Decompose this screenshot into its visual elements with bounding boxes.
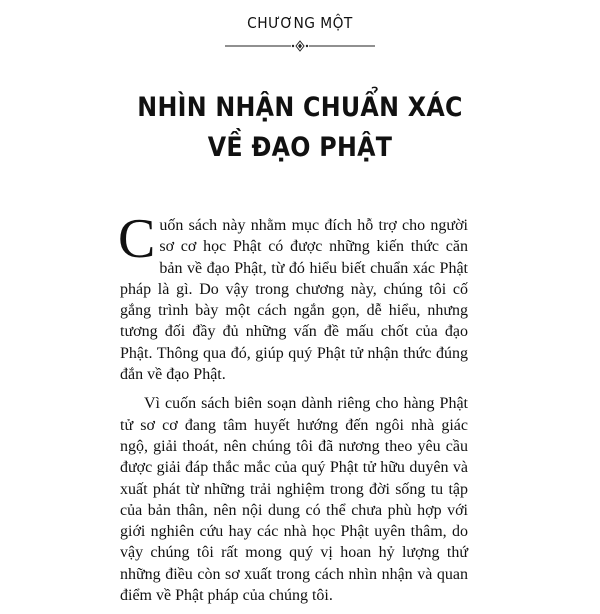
- paragraph-2: Vì cuốn sách biên soạn dành riêng cho hàng Phật tử sơ cơ đang tâm huyết hướng đến ngôi nhà giác ngộ, giải thoát, nên chúng tôi đã nương theo yêu cầu được giải đáp thắc mắc của quý Phật tử hữu duyên và xuất phát từ những trải nghiệm trong đời sống tu tập của bản thân, nên nội dung có thể chưa phù hợp với giới nghiên cứu hay các nhà học Phật uyên thâm, do vậy chúng tôi rất mong quý vị hoan hỷ lượng thứ những điều còn sơ xuất trong cách nhìn nhận và quan điểm về Phật pháp của chúng tôi.: [120, 395, 468, 605]
- drop-cap: C: [118, 208, 156, 270]
- chapter-title-line-1: NHÌN NHẬN CHUẨN XÁC: [137, 92, 463, 123]
- chapter-label: CHƯƠNG MỘT: [247, 14, 353, 32]
- paragraph-1-text: uốn sách này nhằm mục đích hỗ trợ cho người sơ cơ học Phật có được những kiến thức căn bản về đạo Phật, từ đó hiểu biết chuẩn xác Phật pháp là gì. Do vậy trong chương này, chúng tôi cố gắng trình bày một cách ngắn gọn, dễ hiểu, nhưng tương đối đầy đủ những vấn đề mấu chốt của đạo Phật. Thông qua đó, giúp quý Phật tử nhận thức đúng đắn về đạo Phật.: [120, 217, 468, 384]
- body-text: [118, 208, 468, 614]
- paragraph-1: [118, 208, 468, 385]
- chapter-title: [0, 88, 600, 168]
- chapter-title-line-2: VỀ ĐẠO PHẬT: [207, 132, 393, 163]
- ornament-divider: [225, 40, 375, 52]
